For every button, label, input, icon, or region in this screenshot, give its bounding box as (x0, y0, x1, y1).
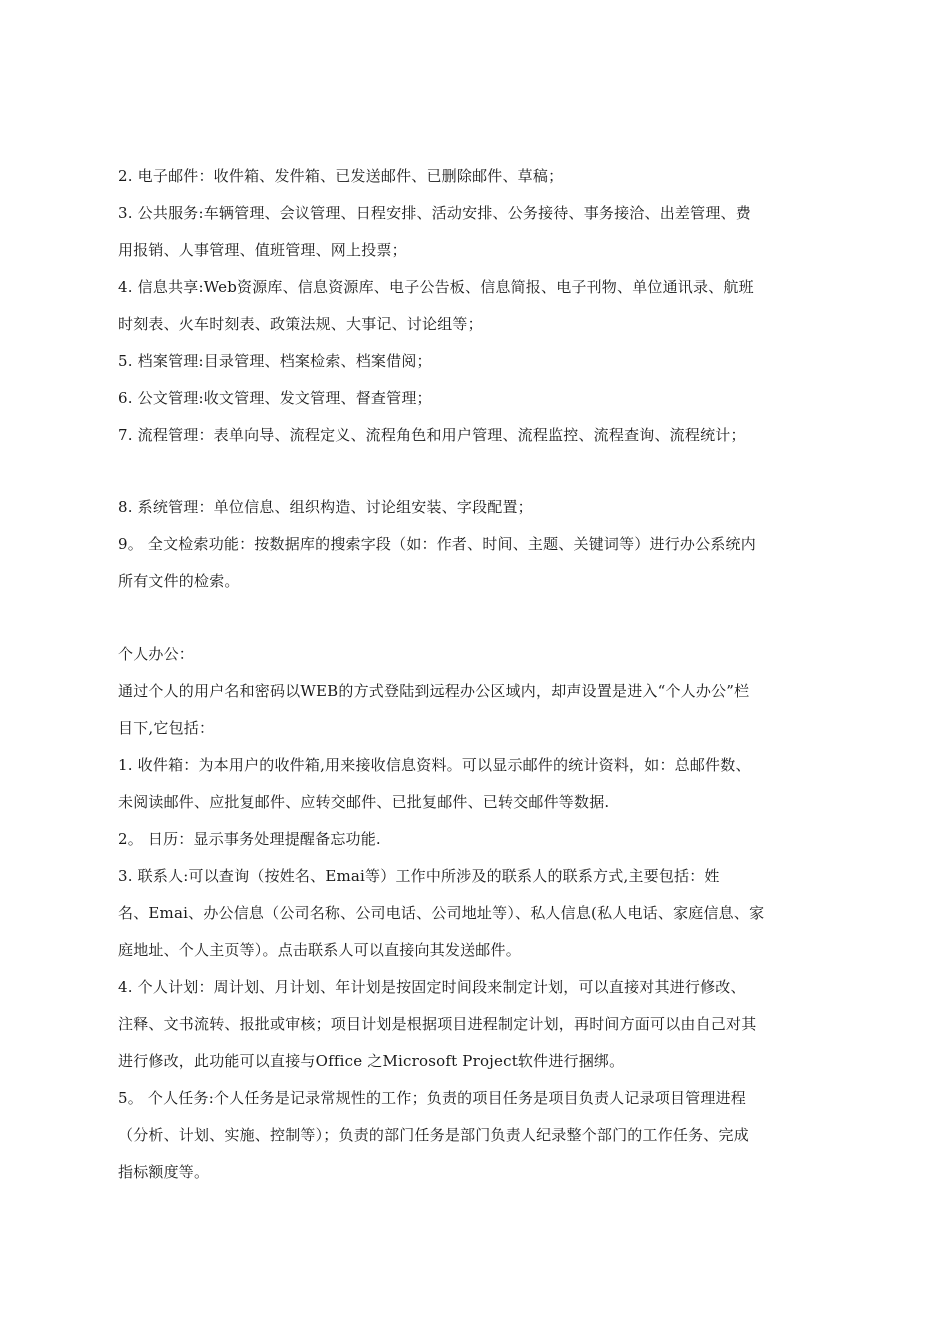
list-item-tasks: 5。 个人任务:个人任务是记录常规性的工作；负责的项目任务是项目负责人记录项目管理进程 (118, 1089, 746, 1107)
list-item-archive: 5. 档案管理:目录管理、档案检索、档案借阅； (118, 352, 432, 370)
list-item-info-sharing-cont: 时刻表、火车时刻表、政策法规、大事记、讨论组等； (118, 315, 483, 333)
list-item-plans-cont-2: 进行修改，此功能可以直接与Office 之Microsoft Project软件进行捆绑。 (118, 1052, 625, 1070)
list-item-calendar: 2。 日历：显示事务处理提醒备忘功能. (118, 830, 381, 848)
list-item-tasks-cont: （分析、计划、实施、控制等）；负责的部门任务是部门负责人纪录整个部门的工作任务、完成 (118, 1126, 749, 1144)
list-item-contacts: 3. 联系人:可以查询（按姓名、Emai等）工作中所涉及的联系人的联系方式,主要包括：姓 (118, 867, 720, 885)
list-item-fulltext-search: 9。 全文检索功能：按数据库的搜索字段（如：作者、时间、主题、关键词等）进行办公系统内 (118, 535, 756, 553)
section-heading-personal-office: 个人办公： (118, 645, 195, 663)
list-item-info-sharing: 4. 信息共享:Web资源库、信息资源库、电子公告板、信息简报、电子刊物、单位通讯录、航班 (118, 278, 754, 296)
list-item-fulltext-search-cont: 所有文件的检索。 (118, 572, 240, 590)
list-item-tasks-cont-2: 指标额度等。 (118, 1163, 210, 1181)
list-item-inbox-cont: 未阅读邮件、应批复邮件、应转交邮件、已批复邮件、已转交邮件等数据. (118, 793, 610, 811)
list-item-email: 2. 电子邮件：收件箱、发件箱、已发送邮件、已删除邮件、草稿； (118, 167, 564, 185)
paragraph-intro: 通过个人的用户名和密码以WEB的方式登陆到远程办公区域内，却声设置是进入“个人办公”栏 (118, 682, 750, 700)
document-body (118, 158, 838, 1191)
list-item-public-services: 3. 公共服务:车辆管理、会议管理、日程安排、活动安排、公务接待、事务接洽、出差管理、费 (118, 204, 751, 222)
list-item-plans: 4. 个人计划：周计划、月计划、年计划是按固定时间段来制定计划，可以直接对其进行修改、 (118, 978, 746, 996)
spacer (118, 600, 838, 636)
list-item-plans-cont: 注释、文书流转、报批或审核；项目计划是根据项目进程制定计划，再时间方面可以由自己对其 (118, 1015, 757, 1033)
list-item-inbox: 1. 收件箱：为本用户的收件箱,用来接收信息资料。可以显示邮件的统计资料，如：总邮件数、 (118, 756, 751, 774)
list-item-contacts-cont: 名、Emai、办公信息（公司名称、公司电话、公司地址等）、私人信息(私人电话、家庭信息、家 (118, 904, 765, 922)
list-item-documents: 6. 公文管理:收文管理、发文管理、督查管理； (118, 389, 432, 407)
list-item-contacts-cont-2: 庭地址、个人主页等）。点击联系人可以直接向其发送邮件。 (118, 941, 521, 959)
list-item-system: 8. 系统管理：单位信息、组织构造、讨论组安装、字段配置； (118, 498, 533, 516)
paragraph-intro-cont: 目下,它包括： (118, 719, 215, 737)
list-item-workflow: 7. 流程管理：表单向导、流程定义、流程角色和用户管理、流程监控、流程查询、流程统计； (118, 426, 746, 444)
list-item-public-services-cont: 用报销、人事管理、值班管理、网上投票； (118, 241, 407, 259)
spacer (118, 454, 838, 489)
